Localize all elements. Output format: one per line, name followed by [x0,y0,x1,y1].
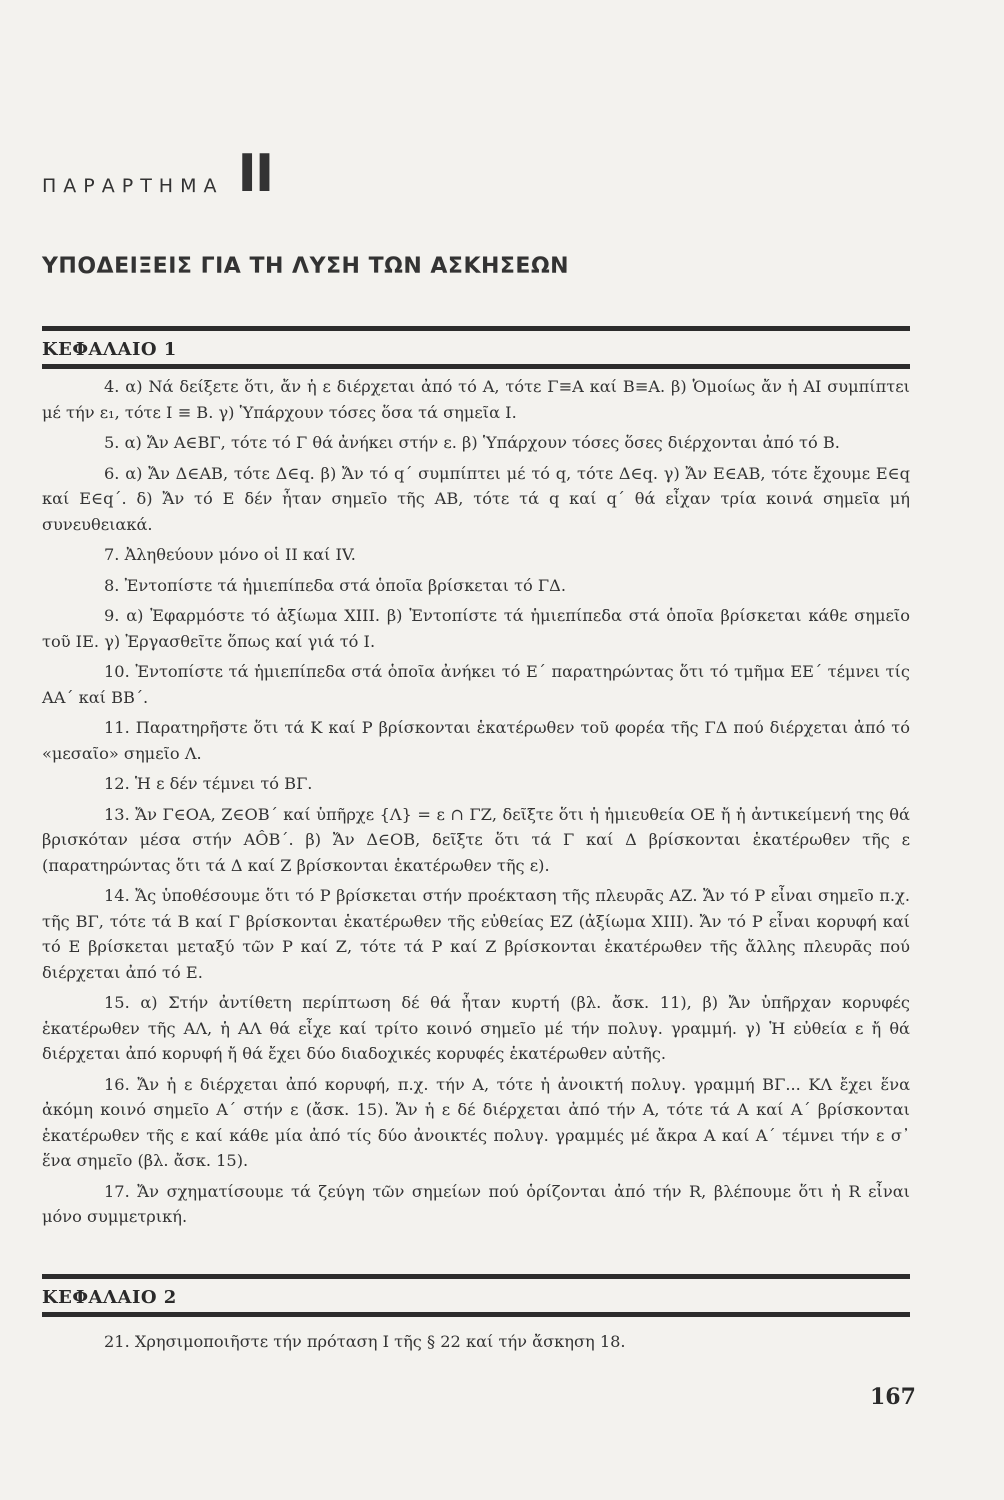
answer-item: 12. Ἡ ε δέν τέμνει τό ΒΓ. [104,774,313,793]
chapter-rule-bottom [42,1312,910,1317]
answer-item: 10. Ἐντοπίστε τά ἡμιεπίπεδα στά ὁποῖα ἀνήκει τό Ε΄ παρατηρώντας ὅτι τό τμῆμα ΕΕ΄ τέμνει τίς ΑΑ΄ καί ΒΒ΄. [42,662,910,707]
answer-item: 11. Παρατηρῆστε ὅτι τά Κ καί Ρ βρίσκονται ἑκατέρωθεν τοῦ φορέα τῆς ΓΔ πού διέρχεται ἀπό τό «μεσαῖο» σημεῖο Λ. [42,718,910,763]
chapter-2-answers [42,1329,910,1360]
page-number: 167 [870,1384,916,1410]
chapter-1-title: ΚΕΦΑΛΑΙΟ 1 [42,339,177,360]
answer-item: 16. Ἄν ἡ ε διέρχεται ἀπό κορυφή, π.χ. τήν Α, τότε ἡ ἀνοικτή πολυγ. γραμμή ΒΓ... ΚΛ ἔχει ἕνα ἀκόμη κοινό σημεῖο Α΄ στήν ε (ἄσκ. 15). Ἄν ἡ ε δέ διέρχεται ἀπό τήν Α, τότε τά Α καί Α΄ βρίσκονται ἑκατέρωθεν τῆς ε καί κάθε μία ἀπό τίς δύο ἀνοικτές πολυγ. γραμμές μέ ἄκρα Α καί Α΄ τέμνει τήν ε σ᾽ ἕνα σημεῖο (βλ. ἄσκ. 15). [42,1074,910,1170]
chapter-1-heading [42,326,910,369]
answer-item: 7. Ἀληθεύουν μόνο οἱ ΙΙ καί IV. [104,545,356,564]
chapter-2-title: ΚΕΦΑΛΑΙΟ 2 [42,1287,177,1308]
chapter-2-heading [42,1274,910,1317]
answer-item: 6. α) Ἄν Δ∈ΑΒ, τότε Δ∈q. β) Ἄν τό q΄ συμπίπτει μέ τό q, τότε Δ∈q. γ) Ἄν Ε∈ΑΒ, τότε ἔχουμε Ε∈q καί Ε∈q΄. δ) Ἄν τό Ε δέν ἦταν σημεῖο τῆς ΑΒ, τότε τά q καί q΄ θά εἶχαν τρία κοινά σημεῖα μή συνευθειακά. [42,463,910,534]
answer-item: 15. α) Στήν ἀντίθετη περίπτωση δέ θά ἦταν κυρτή (βλ. ἄσκ. 11), β) Ἄν ὑπῆρχαν κορυφές ἑκατέρωθεν τῆς ΑΛ, ἡ ΑΛ θά εἶχε καί τρίτο κοινό σημεῖο μέ τήν πολυγ. γραμμή. γ) Ἡ εὐθεία ε ἤ θά διέρχεται ἀπό κορυφή ἤ θά ἔχει δύο διαδοχικές κορυφές ἑκατέρωθεν αὐτῆς. [42,993,910,1063]
answer-item: 14. Ἄς ὑποθέσουμε ὅτι τό Ρ βρίσκεται στήν προέκταση τῆς πλευρᾶς ΑΖ. Ἄν τό Ρ εἶναι σημεῖο π.χ. τῆς ΒΓ, τότε τά Β καί Γ βρίσκονται ἑκατέρωθεν τῆς εὐθείας ΕΖ (ἀξίωμα XIII). Ἄν τό Ρ εἶναι κορυφή καί τό Ε βρίσκεται μεταξύ τῶν Ρ καί Ζ, τότε τά Ρ καί Ζ βρίσκονται ἑκατέρωθεν τῆς ἄλλης πλευρᾶς πού διέρχεται ἀπό τό Ε. [42,886,910,982]
answer-item: 21. Χρησιμοποιῆστε τήν πρόταση Ι τῆς § 22 καί τήν ἄσκηση 18. [104,1332,626,1351]
appendix-number: II [237,144,273,204]
appendix-label: ΠΑΡΑΡΤΗΜΑ [42,175,224,197]
answer-item: 9. α) Ἐφαρμόστε τό ἀξίωμα XIII. β) Ἐντοπίστε τά ἡμιεπίπεδα στά ὁποῖα βρίσκεται κάθε σημεῖο τοῦ ΙΕ. γ) Ἐργασθεῖτε ὅπως καί γιά τό Ι. [42,606,910,651]
chapter-1-answers [42,374,910,1235]
answer-item: 17. Ἄν σχηματίσουμε τά ζεύγη τῶν σημείων πού ὁρίζονται ἀπό τήν R, βλέπουμε ὅτι ἡ R εἶναι μόνο συμμετρική. [42,1181,910,1226]
page-title: ΥΠΟΔΕΙΞΕΙΣ ΓΙΑ ΤΗ ΛΥΣΗ ΤΩΝ ΑΣΚΗΣΕΩΝ [42,254,570,279]
appendix-heading [42,144,273,204]
answer-item: 8. Ἐντοπίστε τά ἡμιεπίπεδα στά ὁποῖα βρίσκεται τό ΓΔ. [104,575,566,595]
chapter-rule-bottom [42,364,910,369]
answer-item: 13. Ἄν Γ∈ΟΑ, Ζ∈ΟΒ΄ καί ὑπῆρχε {Λ} = ε ∩ ΓΖ, δεῖξτε ὅτι ἡ ἡμιευθεία ΟΕ ἤ ἡ ἀντικείμενή της θά βρισκόταν μέσα στήν ΑÔΒ΄. β) Ἄν Δ∈ΟΒ, δεῖξτε ὅτι τά Γ καί Δ βρίσκονται ἑκατέρωθεν τῆς ε (παρατηρώντας ὅτι τά Δ καί Ζ βρίσκονται ἑκατέρωθεν τῆς ε). [42,804,910,875]
answer-item: 4. α) Νά δείξετε ὅτι, ἄν ἡ ε διέρχεται ἀπό τό Α, τότε Γ≡Α καί Β≡Α. β) Ὁμοίως ἄν ἡ ΑΙ συμπίπτει μέ τήν ε₁, τότε Ι ≡ Β. γ) Ὑπάρχουν τόσες ὅσα τά σημεῖα Ι. [42,377,910,422]
answer-item: 5. α) Ἄν Α∈ΒΓ, τότε τό Γ θά ἀνήκει στήν ε. β) Ὑπάρχουν τόσες ὅσες διέρχονται ἀπό τό Β. [104,433,840,452]
